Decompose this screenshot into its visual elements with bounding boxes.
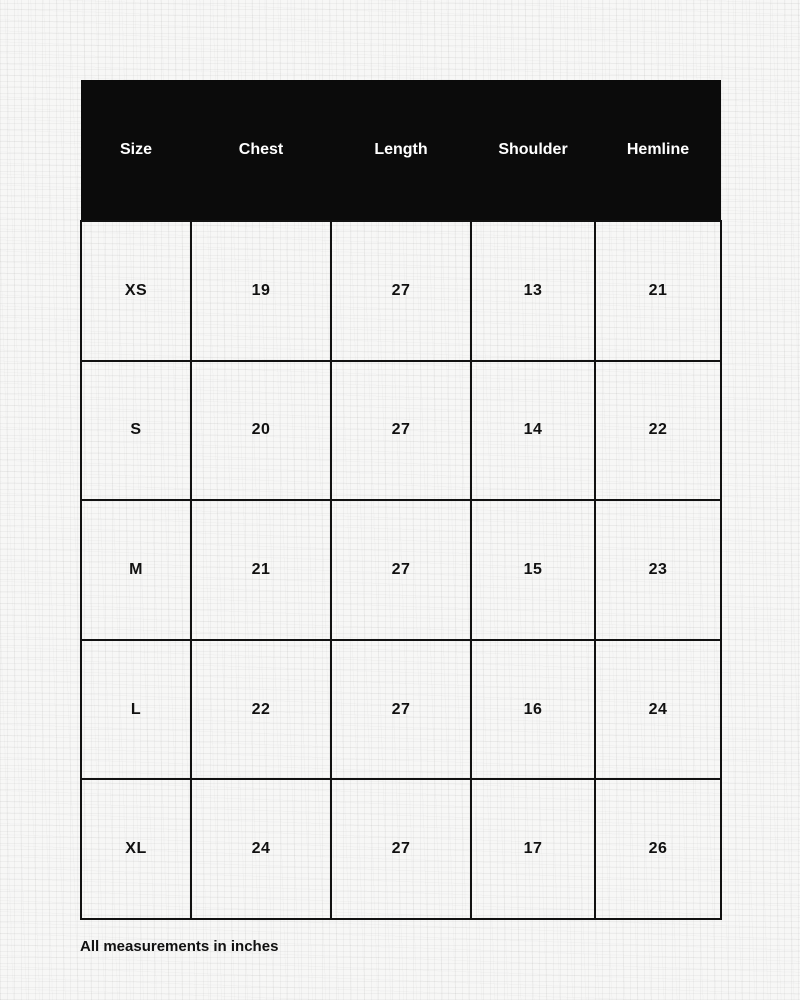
header-hemline: Hemline bbox=[595, 80, 721, 221]
header-chest: Chest bbox=[191, 80, 331, 221]
cell-hemline: 21 bbox=[595, 221, 721, 361]
measurement-footnote: All measurements in inches bbox=[80, 938, 279, 955]
cell-shoulder: 17 bbox=[471, 779, 595, 919]
cell-chest: 20 bbox=[191, 361, 331, 501]
table-body bbox=[81, 221, 721, 919]
cell-length: 27 bbox=[331, 221, 471, 361]
table-row bbox=[81, 500, 721, 640]
cell-chest: 19 bbox=[191, 221, 331, 361]
cell-chest: 21 bbox=[191, 500, 331, 640]
size-chart-table bbox=[80, 80, 722, 920]
table-row bbox=[81, 779, 721, 919]
header-row bbox=[81, 80, 721, 221]
cell-size: M bbox=[81, 500, 191, 640]
cell-hemline: 26 bbox=[595, 779, 721, 919]
table-header bbox=[81, 80, 721, 221]
cell-chest: 22 bbox=[191, 640, 331, 780]
cell-hemline: 23 bbox=[595, 500, 721, 640]
cell-size: S bbox=[81, 361, 191, 501]
table-row bbox=[81, 221, 721, 361]
cell-length: 27 bbox=[331, 779, 471, 919]
header-length: Length bbox=[331, 80, 471, 221]
cell-shoulder: 15 bbox=[471, 500, 595, 640]
table-row bbox=[81, 361, 721, 501]
cell-hemline: 22 bbox=[595, 361, 721, 501]
table-row bbox=[81, 640, 721, 780]
header-shoulder: Shoulder bbox=[471, 80, 595, 221]
cell-chest: 24 bbox=[191, 779, 331, 919]
cell-size: XL bbox=[81, 779, 191, 919]
cell-length: 27 bbox=[331, 640, 471, 780]
cell-size: XS bbox=[81, 221, 191, 361]
header-size: Size bbox=[81, 80, 191, 221]
cell-shoulder: 16 bbox=[471, 640, 595, 780]
cell-length: 27 bbox=[331, 361, 471, 501]
cell-hemline: 24 bbox=[595, 640, 721, 780]
cell-shoulder: 14 bbox=[471, 361, 595, 501]
cell-shoulder: 13 bbox=[471, 221, 595, 361]
cell-size: L bbox=[81, 640, 191, 780]
cell-length: 27 bbox=[331, 500, 471, 640]
